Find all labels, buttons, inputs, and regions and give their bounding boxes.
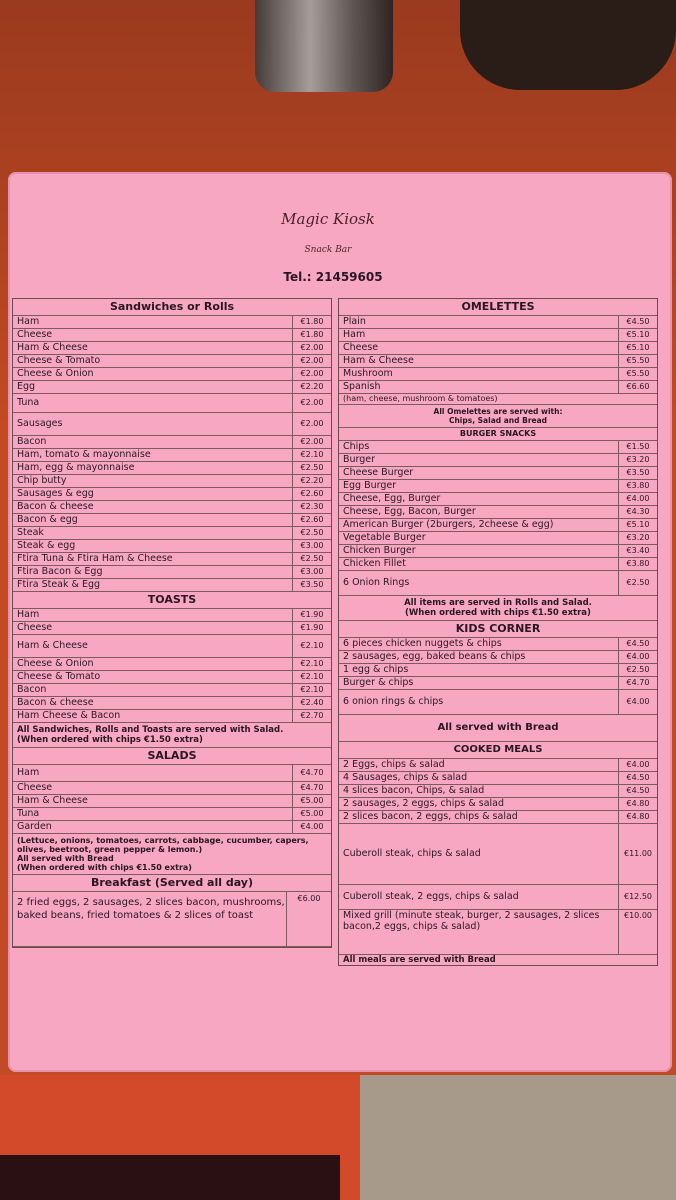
menu-item-row (339, 759, 657, 772)
menu-item-row (13, 553, 331, 566)
item-name: Cheese, Egg, Burger (343, 493, 441, 504)
menu-item-row (339, 785, 657, 798)
item-price: €4.50 (618, 638, 657, 650)
item-price: €2.20 (292, 381, 331, 393)
item-price: €4.30 (618, 506, 657, 518)
item-name: Chip butty (17, 475, 67, 486)
toasts-note: All Sandwiches, Rolls and Toasts are served with Salad. (When ordered with chips €1.50 extra) (13, 723, 331, 748)
menu-item-row (339, 532, 657, 545)
dark-pot (460, 0, 676, 90)
menu-item-row (13, 381, 331, 394)
menu-item-row (339, 441, 657, 454)
omelettes-header: OMELETTES (339, 299, 657, 316)
item-name: Cheese & Onion (17, 658, 94, 669)
item-price: €2.00 (292, 342, 331, 354)
kids-note: All served with Bread (339, 715, 657, 742)
breakfast-header: Breakfast (Served all day) (13, 875, 331, 892)
floor (0, 1075, 676, 1200)
item-name: 4 slices bacon, Chips, & salad (343, 785, 485, 796)
sandwiches-header: Sandwiches or Rolls (13, 299, 331, 316)
item-name: American Burger (2burgers, 2cheese & egg) (343, 519, 554, 530)
item-name: Garden (17, 821, 52, 832)
item-price: €3.20 (618, 532, 657, 544)
item-price: €2.60 (292, 488, 331, 500)
item-price: €4.00 (618, 690, 657, 714)
menu-item-row (13, 821, 331, 834)
item-price: €5.00 (292, 808, 331, 820)
item-name: 6 Onion Rings (343, 577, 410, 588)
item-name: Egg (17, 381, 36, 392)
menu-item-row (339, 772, 657, 785)
item-name: Cheese, Egg, Bacon, Burger (343, 506, 476, 517)
menu-item-row (13, 635, 331, 658)
item-price: €2.60 (292, 514, 331, 526)
item-price: €10.00 (618, 910, 657, 954)
menu-item-row (13, 342, 331, 355)
item-name: 2 sausages, 2 eggs, chips & salad (343, 798, 505, 809)
menu-item-row (13, 808, 331, 821)
left-column (12, 298, 332, 948)
menu-item-row (339, 811, 657, 824)
menu-item-row (13, 316, 331, 329)
item-price: €4.50 (618, 785, 657, 797)
item-name: 1 egg & chips (343, 664, 409, 675)
menu-item-row (13, 540, 331, 553)
item-name: Chicken Fillet (343, 558, 406, 569)
breakfast-item: 2 fried eggs, 2 sausages, 2 slices bacon, mushrooms, baked beans, fried tomatoes & 2 slices of toast €6.00 (13, 892, 331, 947)
menu-item-row (339, 885, 657, 910)
salads-note: (Lettuce, onions, tomatoes, carrots, cabbage, cucumber, capers, olives, beetroot, green pepper & lemon.) All served with Bread (When ordered with chips €1.50 extra) (13, 834, 331, 875)
item-price: €2.10 (292, 635, 331, 657)
cooked-list (339, 759, 657, 955)
item-name: Ham (17, 767, 40, 778)
menu-item-row (13, 514, 331, 527)
item-price: €2.50 (292, 553, 331, 565)
item-name: Ham, egg & mayonnaise (17, 462, 135, 473)
menu-item-row (13, 329, 331, 342)
item-name: Ham & Cheese (17, 640, 88, 651)
item-name: Ham & Cheese (17, 795, 88, 806)
item-price: €6.60 (618, 381, 657, 393)
item-price: €1.90 (292, 609, 331, 621)
item-price: €2.70 (292, 710, 331, 722)
menu-item-row (13, 394, 331, 413)
item-price: €2.50 (618, 571, 657, 595)
item-price: €3.00 (292, 540, 331, 552)
menu-item-row (13, 566, 331, 579)
item-name: 4 Sausages, chips & salad (343, 772, 468, 783)
right-column (338, 298, 658, 966)
item-name: Spanish (343, 381, 381, 392)
item-price: €4.00 (292, 821, 331, 833)
menu-item-row (339, 368, 657, 381)
menu-item-row (13, 622, 331, 635)
toasts-header: TOASTS (13, 592, 331, 609)
item-price: €4.50 (618, 316, 657, 328)
cooked-note: All meals are served with Bread (343, 955, 496, 965)
item-price: €4.00 (618, 759, 657, 771)
item-price: €2.10 (292, 671, 331, 683)
item-price: €3.80 (618, 480, 657, 492)
menu-item-row (13, 658, 331, 671)
spanish-desc: (ham, cheese, mushroom & tomatoes) (339, 394, 657, 405)
item-price: €2.00 (292, 368, 331, 380)
menu-item-row (339, 506, 657, 519)
item-name: Cheese & Tomato (17, 355, 101, 366)
menu-item-row (13, 501, 331, 514)
item-name: Cheese & Tomato (17, 671, 101, 682)
item-name: Steak & egg (17, 540, 76, 551)
item-price: €4.80 (618, 811, 657, 823)
item-price: €2.00 (292, 394, 331, 412)
kids-list (339, 638, 657, 715)
item-price: €2.10 (292, 658, 331, 670)
menu-item-row (339, 493, 657, 506)
menu-item-row (13, 795, 331, 808)
sandwich-list (13, 316, 331, 592)
item-name: Burger & chips (343, 677, 414, 688)
item-price: €2.30 (292, 501, 331, 513)
item-name: Cheese (17, 329, 53, 340)
item-name: Ham & Cheese (343, 355, 414, 366)
item-name: Ham (343, 329, 366, 340)
item-price: €1.80 (292, 329, 331, 341)
item-name: 2 sausages, egg, baked beans & chips (343, 651, 526, 662)
menu-item-row (339, 677, 657, 690)
item-name: Bacon & cheese (17, 501, 94, 512)
menu-item-row (13, 527, 331, 540)
item-name: Bacon (17, 684, 47, 695)
item-name: Bacon & egg (17, 514, 78, 525)
item-name: Cheese Burger (343, 467, 414, 478)
item-price: €4.70 (292, 782, 331, 794)
item-name: Bacon & cheese (17, 697, 94, 708)
menu-logo: Magic Kiosk (281, 210, 375, 228)
item-name: Cuberoll steak, 2 eggs, chips & salad (343, 891, 519, 902)
item-name: Tuna (17, 397, 40, 408)
item-name: Mushroom (343, 368, 393, 379)
menu-item-row (339, 558, 657, 571)
item-price: €2.10 (292, 684, 331, 696)
item-price: €11.00 (618, 824, 657, 884)
item-price: €5.10 (618, 329, 657, 341)
menu-item-row (13, 475, 331, 488)
item-price: €2.40 (292, 697, 331, 709)
item-name: Cheese (17, 622, 53, 633)
menu-item-row (339, 690, 657, 715)
item-price: €2.10 (292, 449, 331, 461)
item-name: Ham & Cheese (17, 342, 88, 353)
item-name: Vegetable Burger (343, 532, 426, 543)
menu-item-row (13, 413, 331, 436)
item-name: Egg Burger (343, 480, 397, 491)
toast-list (13, 609, 331, 723)
item-price: €2.00 (292, 355, 331, 367)
item-price: €2.50 (292, 462, 331, 474)
item-name: Sausages & egg (17, 488, 94, 499)
menu-item-row (13, 436, 331, 449)
item-name: Tuna (17, 808, 40, 819)
item-name: Sausages (17, 418, 63, 429)
item-price: €2.00 (292, 413, 331, 435)
drinking-glass (255, 0, 393, 92)
menu-item-row (13, 765, 331, 782)
item-price: €2.50 (618, 664, 657, 676)
kids-header: KIDS CORNER (339, 621, 657, 638)
item-price: €3.40 (618, 545, 657, 557)
menu-item-row (339, 664, 657, 677)
menu-item-row (339, 342, 657, 355)
item-name: Cheese (17, 782, 53, 793)
cooked-header: COOKED MEALS (339, 742, 657, 759)
menu-item-row (339, 651, 657, 664)
menu-item-row (339, 329, 657, 342)
menu-subtitle: Snack Bar (304, 245, 352, 255)
item-name: Cheese (343, 342, 379, 353)
menu-item-row (339, 454, 657, 467)
item-price: €5.10 (618, 519, 657, 531)
salad-list (13, 765, 331, 834)
menu-item-row (339, 519, 657, 532)
item-price: €1.80 (292, 316, 331, 328)
item-price: €3.50 (292, 579, 331, 591)
menu-item-row (339, 545, 657, 558)
item-price: €2.50 (292, 527, 331, 539)
omelette-list (339, 316, 657, 394)
item-name: Plain (343, 316, 366, 327)
menu-item-row (13, 462, 331, 475)
item-price: €2.20 (292, 475, 331, 487)
item-name: Ftira Bacon & Egg (17, 566, 103, 577)
item-name: Ham (17, 609, 40, 620)
omelettes-note: All Omelettes are served with: Chips, Salad and Bread (339, 405, 657, 428)
menu-item-row (13, 782, 331, 795)
item-name: 2 Eggs, chips & salad (343, 759, 445, 770)
item-price: €5.00 (292, 795, 331, 807)
item-price: €4.00 (618, 493, 657, 505)
item-price: €5.50 (618, 368, 657, 380)
menu-item-row (13, 671, 331, 684)
menu-item-row (339, 355, 657, 368)
burgers-note: All items are served in Rolls and Salad. (When ordered with chips €1.50 extra) (339, 596, 657, 621)
menu-item-row (339, 798, 657, 811)
item-name: 2 slices bacon, 2 eggs, chips & salad (343, 811, 518, 822)
menu-item-row (13, 697, 331, 710)
menu-item-row (339, 824, 657, 885)
item-price: €4.70 (292, 765, 331, 781)
item-name: Ham, tomato & mayonnaise (17, 449, 151, 460)
menu-item-row (13, 449, 331, 462)
menu-phone: Tel.: 21459605 (283, 270, 383, 284)
menu-item-row (13, 684, 331, 697)
item-name: Steak (17, 527, 44, 538)
menu-item-row (13, 609, 331, 622)
item-price: €2.00 (292, 436, 331, 448)
item-price: €4.80 (618, 798, 657, 810)
burger-list (339, 441, 657, 596)
item-price: €3.00 (292, 566, 331, 578)
item-price: €4.70 (618, 677, 657, 689)
menu-item-row (13, 355, 331, 368)
item-name: 6 onion rings & chips (343, 696, 444, 707)
item-name: Cuberoll steak, chips & salad (343, 848, 481, 859)
item-price: €5.10 (618, 342, 657, 354)
item-price: €4.50 (618, 772, 657, 784)
menu-item-row (13, 579, 331, 592)
item-name: Chips (343, 441, 370, 452)
menu-item-row (13, 368, 331, 381)
item-name: Ham (17, 316, 40, 327)
item-name: Ftira Steak & Egg (17, 579, 101, 590)
menu-item-row (339, 910, 657, 955)
menu-item-row (339, 316, 657, 329)
item-price: €1.90 (292, 622, 331, 634)
item-name: Burger (343, 454, 376, 465)
item-price: €3.20 (618, 454, 657, 466)
item-name: Ftira Tuna & Ftira Ham & Cheese (17, 553, 173, 564)
menu-item-row (13, 488, 331, 501)
item-name: Mixed grill (minute steak, burger, 2 sausages, 2 slices bacon,2 eggs, chips & salad) (343, 910, 600, 932)
salads-header: SALADS (13, 748, 331, 765)
menu-item-row (13, 710, 331, 723)
item-name: 6 pieces chicken nuggets & chips (343, 638, 502, 649)
item-name: Cheese & Onion (17, 368, 94, 379)
menu-item-row (339, 467, 657, 480)
item-price: €4.00 (618, 651, 657, 663)
item-price: €1.50 (618, 441, 657, 453)
item-name: Ham Cheese & Bacon (17, 710, 121, 721)
item-name: Bacon (17, 436, 47, 447)
burgers-header: BURGER SNACKS (339, 428, 657, 441)
item-price: €12.50 (618, 885, 657, 909)
menu-item-row (339, 571, 657, 596)
menu-item-row (339, 381, 657, 394)
item-price: €5.50 (618, 355, 657, 367)
menu-item-row (339, 638, 657, 651)
item-name: Chicken Burger (343, 545, 416, 556)
item-price: €3.50 (618, 467, 657, 479)
menu-item-row (339, 480, 657, 493)
item-price: €3.80 (618, 558, 657, 570)
